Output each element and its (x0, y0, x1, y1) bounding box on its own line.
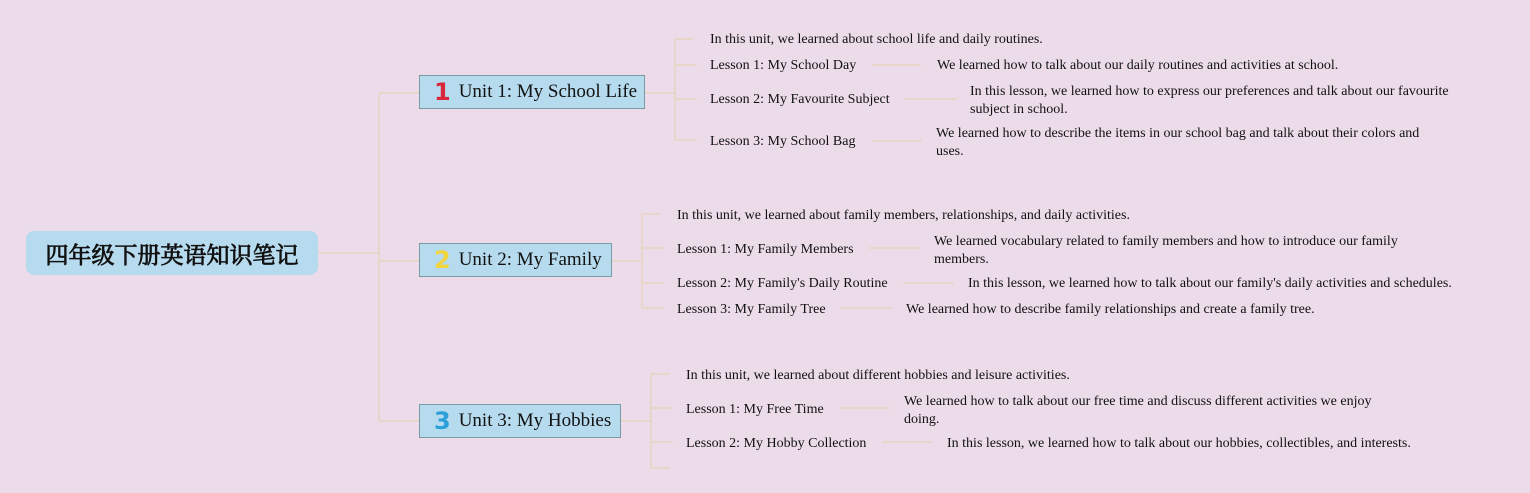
unit-2-number-icon: 2 (434, 246, 451, 274)
unit-3-number-icon: 3 (434, 407, 451, 435)
unit-1-title: Unit 1: My School Life (458, 81, 638, 102)
unit-3-summary: In this unit, we learned about different hobbies and leisure activities. (686, 368, 1070, 383)
unit-3-title: Unit 3: My Hobbies (458, 410, 612, 431)
unit-1-summary: In this unit, we learned about school life and daily routines. (710, 32, 1043, 47)
unit-2-title: Unit 2: My Family (458, 249, 602, 270)
unit-1-node[interactable] (419, 75, 645, 109)
unit-3-node[interactable] (419, 404, 621, 438)
unit-3-lesson-2-title: Lesson 2: My Hobby Collection (686, 436, 867, 451)
unit-2-lesson-3-description: We learned how to describe family relationships and create a family tree. (906, 302, 1315, 317)
root-topic[interactable] (26, 231, 318, 275)
unit-1-lesson-2-title: Lesson 2: My Favourite Subject (710, 92, 890, 107)
unit-1-lesson-1-description: We learned how to talk about our daily routines and activities at school. (937, 58, 1339, 73)
unit-3-lesson-1-description: We learned how to talk about our free time and discuss different activities we enjoy doing. (904, 394, 1372, 427)
root-title: 四年级下册英语知识笔记 (45, 242, 299, 269)
unit-2-lesson-1-title: Lesson 1: My Family Members (677, 242, 854, 257)
unit-2-lesson-3-title: Lesson 3: My Family Tree (677, 302, 826, 317)
unit-2-lesson-2-title: Lesson 2: My Family's Daily Routine (677, 276, 888, 291)
unit-1-number-icon: 1 (434, 78, 451, 106)
unit-2-summary: In this unit, we learned about family members, relationships, and daily activities. (677, 208, 1130, 223)
unit-2-node[interactable] (419, 243, 612, 277)
unit-2-lesson-2-description: In this lesson, we learned how to talk about our family's daily activities and schedules. (968, 276, 1452, 291)
unit-1-lesson-1-title: Lesson 1: My School Day (710, 58, 857, 73)
unit-2-lesson-1-description: We learned vocabulary related to family members and how to introduce our family members. (934, 234, 1398, 267)
unit-1-lesson-2-description: In this lesson, we learned how to express our preferences and talk about our favourite subject in school. (970, 84, 1449, 117)
unit-3-lesson-1-title: Lesson 1: My Free Time (686, 402, 824, 417)
unit-1-lesson-3-title: Lesson 3: My School Bag (710, 134, 856, 149)
unit-1-lesson-3-description: We learned how to describe the items in our school bag and talk about their colors and uses. (936, 126, 1420, 159)
unit-3-lesson-2-description: In this lesson, we learned how to talk about our hobbies, collectibles, and interests. (947, 436, 1411, 451)
